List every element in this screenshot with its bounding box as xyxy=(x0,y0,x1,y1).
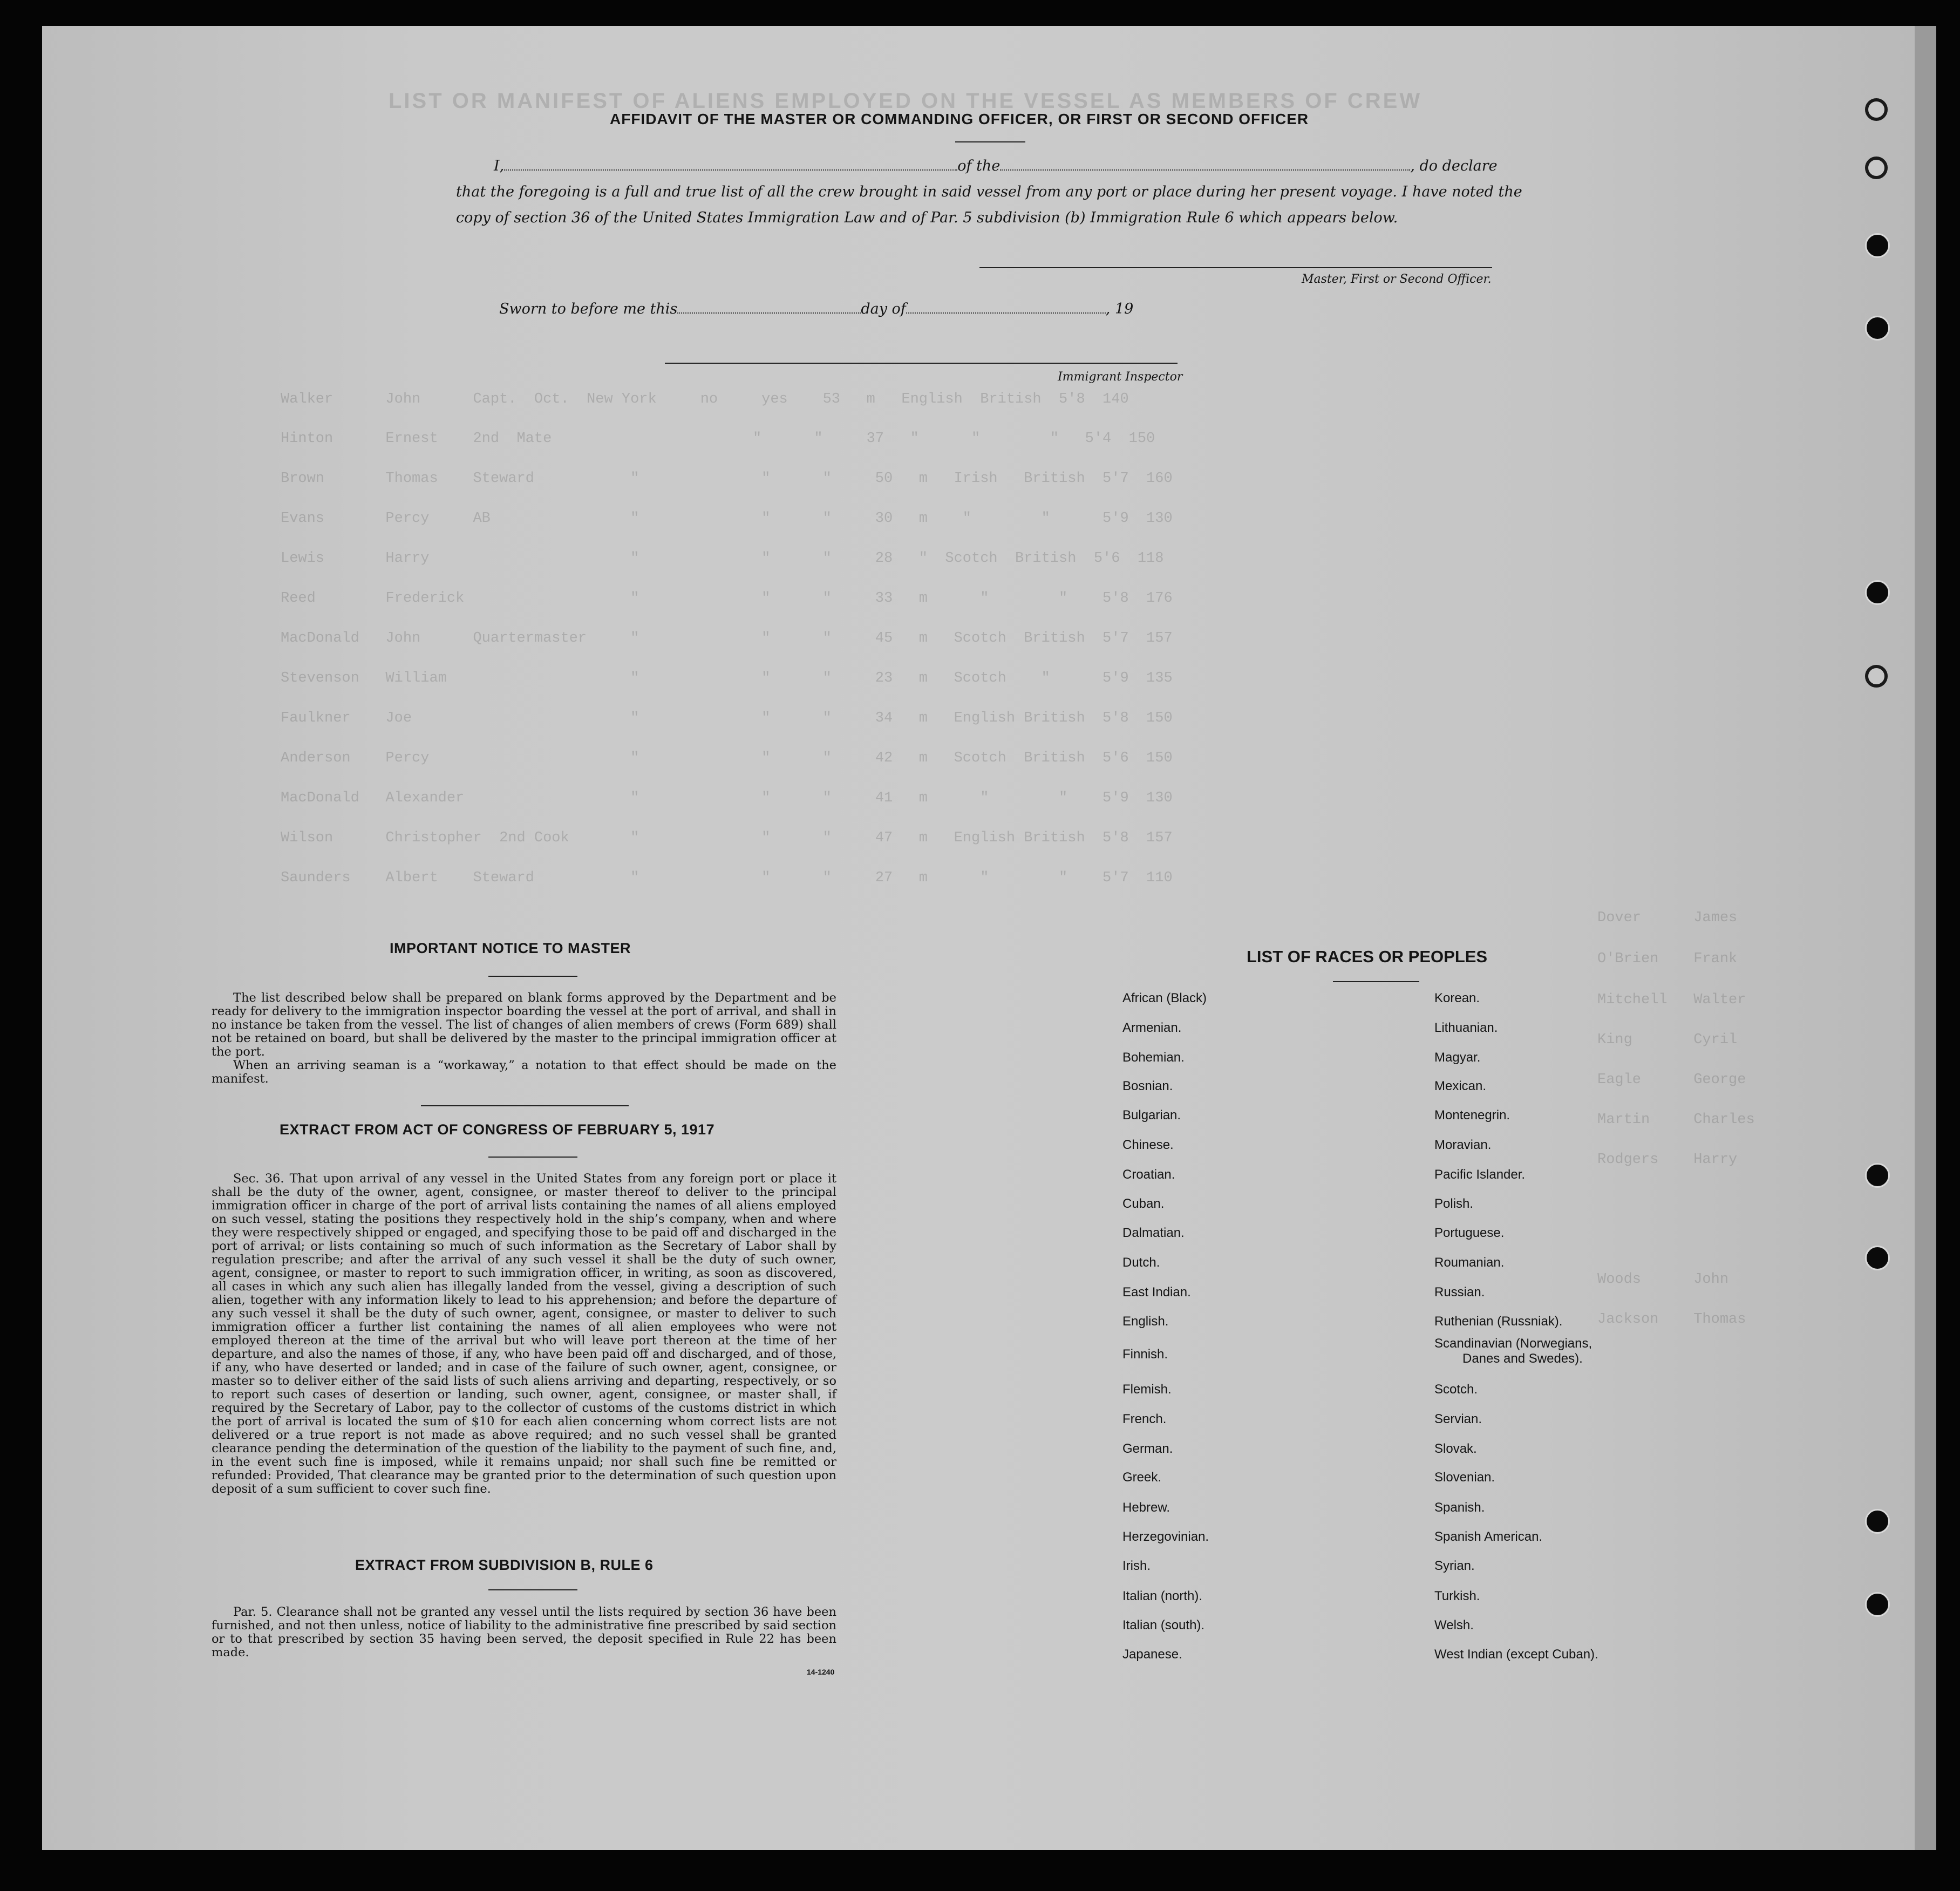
race-list-item: German. xyxy=(1122,1441,1173,1456)
form-number: 14-1240 xyxy=(807,1668,835,1676)
bleed-through-row: Lewis Harry " " " 28 " Scotch British 5'6 118 xyxy=(281,550,1164,567)
race-list-item: French. xyxy=(1122,1412,1167,1426)
affidavit-declaration-line xyxy=(494,158,1498,174)
race-list-item: Bulgarian. xyxy=(1122,1108,1181,1123)
race-list-item: Bohemian. xyxy=(1122,1050,1185,1065)
bleed-through-row: Martin Charles xyxy=(1597,1112,1755,1128)
race-list-item: Polish. xyxy=(1434,1196,1474,1211)
affidavit-statement-line: that the foregoing is a full and true list of all the crew brought in said vessel from any port or place during her present voyage. I have noted the xyxy=(456,183,1522,200)
race-list-item: Chinese. xyxy=(1122,1138,1174,1152)
race-list-item: Bosnian. xyxy=(1122,1079,1173,1093)
race-list-item: Flemish. xyxy=(1122,1382,1172,1397)
bleed-through-row: Jackson Thomas xyxy=(1597,1311,1746,1328)
notice-body xyxy=(212,991,836,1086)
rule-extract-body xyxy=(212,1606,836,1659)
divider xyxy=(488,1589,577,1590)
race-list-item: African (Black) xyxy=(1122,991,1207,1005)
race-list-item: Russian. xyxy=(1434,1285,1485,1300)
race-list-item: Pacific Islander. xyxy=(1434,1167,1526,1182)
race-list-item: Welsh. xyxy=(1434,1618,1474,1632)
inspector-label: Immigrant Inspector xyxy=(1058,370,1183,384)
bleed-through-header: LIST OR MANIFEST OF ALIENS EMPLOYED ON THE VESSEL AS MEMBERS OF CREW xyxy=(389,89,1423,113)
binder-hole xyxy=(1865,98,1888,121)
divider xyxy=(421,1105,629,1106)
vessel-name-field[interactable] xyxy=(1000,169,1410,171)
race-list-item: Japanese. xyxy=(1122,1647,1182,1662)
bleed-through-row: Wilson Christopher 2nd Cook " " " 47 m English British 5'8 157 xyxy=(281,830,1173,846)
bleed-through-row: Eagle George xyxy=(1597,1072,1746,1088)
of-the-label: of the xyxy=(957,158,1001,174)
bleed-through-row: Reed Frederick " " " 33 m " " 5'8 176 xyxy=(281,590,1173,607)
race-list-item: Hebrew. xyxy=(1122,1500,1170,1515)
rule-paragraph-5-text: Par. 5. Clearance shall not be granted any vessel until the lists required by section 36 have been furnished, and not then unless, notice of liability to the administrative fine prescribed by said section or to that prescribed by section 35 having been served, the deposit specified in Rule 22 has been made. xyxy=(212,1605,836,1659)
binder-hole xyxy=(1865,1246,1890,1270)
bleed-through-row: Rodgers Harry xyxy=(1597,1152,1738,1168)
sworn-prefix: Sworn to before me this xyxy=(499,301,678,317)
race-list-item: Croatian. xyxy=(1122,1167,1175,1182)
divider xyxy=(488,976,577,977)
bleed-through-row: Hinton Ernest 2nd Mate " " 37 " " " 5'4 150 xyxy=(281,431,1155,447)
sworn-month-field[interactable] xyxy=(906,312,1106,314)
races-title: LIST OF RACES OR PEOPLES xyxy=(1247,947,1488,966)
bleed-through-row: Dover James xyxy=(1597,910,1738,926)
race-list-item: Cuban. xyxy=(1122,1196,1165,1211)
race-list-item: Irish. xyxy=(1122,1559,1151,1573)
binder-hole xyxy=(1865,580,1890,605)
race-list-item: Slovak. xyxy=(1434,1441,1477,1456)
race-list-item: Portuguese. xyxy=(1434,1226,1505,1240)
race-list-item: Servian. xyxy=(1434,1412,1482,1426)
act-section-36-text: Sec. 36. That upon arrival of any vessel in the United States from any foreign port or place it shall be the duty of the owner, agent, consignee, or master thereof to deliver to the principal immigration officer in charge of the port of arrival lists containing the names of all aliens employed on such vessel, stating the positions they respectively hold in the ship’s company, when and where they were respectively shipped or engaged, and specifying those to be paid off and discharged in the port of arrival; or lists containing so much of such information as the Secretary of Labor shall by regulation prescribe; and after the arrival of any such vessel it shall be the duty of such owner, agent, consignee, or master to report to such immigration officer, in writing, as soon as discovered, all cases in which any such alien has illegally landed from the vessel, giving a description of such alien, together with any information likely to lead to his apprehension; and before the departure of any such vessel it shall be the duty of such owner, agent, consignee, or master to deliver to such immigration officer a further list containing the names of all alien employees who were not employed thereon at the time of the arrival but who will leave port thereon at the time of her departure, and also the names of those, if any, who have been paid off and discharged, and of those, if any, who have deserted or landed; and in case of the failure of such owner, agent, consignee, or master so to deliver either of the said lists of such aliens arriving and departing, respectively, or so to report such cases of desertion or landing, such owner, agent, consignee, or master shall, if required by the Secretary of Labor, pay to the collector of customs of the customs district in which the port of arrival is located the sum of $10 for each alien concerning whom correct lists are not delivered or a true report is not made as above required; and no such vessel shall be granted clearance pending the determination of the question of the liability to the payment of such fine, and, in the event such fine is imposed, while it remains unpaid; nor shall such fine be remitted or refunded: Provided, That clearance may be granted prior to the determination of such question upon deposit of a sum sufficient to cover such fine. xyxy=(212,1172,836,1496)
notice-paragraph: When an arriving seaman is a “workaway,” a notation to that effect should be made on the manifest. xyxy=(212,1058,836,1086)
race-list-item: Herzegovinian. xyxy=(1122,1529,1209,1544)
rule-extract-title: EXTRACT FROM SUBDIVISION B, RULE 6 xyxy=(355,1557,654,1573)
binder-hole xyxy=(1865,665,1888,688)
divider xyxy=(955,141,1025,142)
act-extract-body xyxy=(212,1172,836,1496)
act-extract-title: EXTRACT FROM ACT OF CONGRESS OF FEBRUARY 5, 1917 xyxy=(280,1121,715,1138)
signature-line[interactable] xyxy=(979,267,1492,268)
bleed-through-row: Brown Thomas Steward " " " 50 m Irish British 5'7 160 xyxy=(281,471,1173,487)
divider xyxy=(488,1157,577,1158)
binder-hole xyxy=(1865,157,1888,179)
bleed-through-row: Faulkner Joe " " " 34 m English British 5'8 150 xyxy=(281,710,1173,726)
race-list-item: Turkish. xyxy=(1434,1589,1480,1603)
race-list-item: Greek. xyxy=(1122,1470,1162,1485)
race-list-item: Montenegrin. xyxy=(1434,1108,1510,1123)
signature-label: Master, First or Second Officer. xyxy=(1302,273,1492,286)
race-list-item: West Indian (except Cuban). xyxy=(1434,1647,1598,1662)
notice-paragraph: The list described below shall be prepared on blank forms approved by the Department and be ready for delivery to the immigration inspector boarding the vessel at the port of arrival, and shall in no instance be taken from the vessel. The list of changes of alien members of crews (Form 689) shall not be retained on board, but shall be delivered by the master to the principal immigration officer at the port. xyxy=(212,991,836,1059)
declarant-name-field[interactable] xyxy=(504,169,957,171)
day-of-label: day of xyxy=(861,301,906,317)
bleed-through-row: MacDonald Alexander " " " 41 m " " 5'9 130 xyxy=(281,790,1173,806)
bleed-through-row: Stevenson William " " " 23 m Scotch " 5'9 135 xyxy=(281,670,1173,686)
binder-hole xyxy=(1865,1509,1890,1534)
bleed-through-row: Woods John xyxy=(1597,1271,1729,1288)
bleed-through-row: Saunders Albert Steward " " " 27 m " " 5'7 110 xyxy=(281,870,1173,886)
race-list-item: English. xyxy=(1122,1314,1169,1329)
inspector-signature-line[interactable] xyxy=(665,363,1178,364)
binder-hole xyxy=(1865,316,1890,341)
race-list-item: Slovenian. xyxy=(1434,1470,1495,1485)
race-list-item: Ruthenian (Russniak). xyxy=(1434,1314,1563,1329)
race-list-item: Magyar. xyxy=(1434,1050,1481,1065)
race-list-item: East Indian. xyxy=(1122,1285,1191,1300)
race-list-item: Lithuanian. xyxy=(1434,1021,1498,1035)
race-list-item: Spanish. xyxy=(1434,1500,1485,1515)
race-list-item: Italian (south). xyxy=(1122,1618,1205,1632)
declare-label: , do declare xyxy=(1410,158,1498,174)
race-list-item: Roumanian. xyxy=(1434,1255,1505,1270)
binder-hole xyxy=(1865,1163,1890,1188)
race-list-item: Spanish American. xyxy=(1434,1529,1543,1544)
race-list-item: Armenian. xyxy=(1122,1021,1182,1035)
race-list-item: Scandinavian (Norwegians, xyxy=(1434,1336,1592,1351)
notice-title: IMPORTANT NOTICE TO MASTER xyxy=(390,940,631,956)
sworn-day-field[interactable] xyxy=(677,312,861,314)
bleed-through-row: Walker John Capt. Oct. New York no yes 53 m English British 5'8 140 xyxy=(281,391,1129,407)
binder-hole xyxy=(1865,233,1890,258)
race-list-item: Dutch. xyxy=(1122,1255,1160,1270)
bleed-through-row: Mitchell Walter xyxy=(1597,992,1746,1008)
binder-hole xyxy=(1865,1592,1890,1617)
race-list-item: Scotch. xyxy=(1434,1382,1478,1397)
bleed-through-row: MacDonald John Quartermaster " " " 45 m Scotch British 5'7 157 xyxy=(281,630,1173,647)
race-list-item: Dalmatian. xyxy=(1122,1226,1185,1240)
document-sheet xyxy=(42,26,1915,1850)
bleed-through-row: O'Brien Frank xyxy=(1597,951,1738,967)
page-edge xyxy=(1915,26,1936,1850)
race-list-item: Italian (north). xyxy=(1122,1589,1203,1603)
race-list-item: Moravian. xyxy=(1434,1138,1492,1152)
divider xyxy=(1333,981,1419,982)
race-list-item: Finnish. xyxy=(1122,1347,1168,1362)
sworn-line xyxy=(499,301,1133,317)
race-list-item: Korean. xyxy=(1434,991,1480,1005)
race-list-item: Danes and Swedes). xyxy=(1462,1351,1583,1366)
affidavit-title: AFFIDAVIT OF THE MASTER OR COMMANDING OFFICER, OR FIRST OR SECOND OFFICER xyxy=(610,111,1309,127)
bleed-through-row: King Cyril xyxy=(1597,1032,1738,1048)
declarant-prefix: I, xyxy=(494,158,505,174)
bleed-through-row: Evans Percy AB " " " 30 m " " 5'9 130 xyxy=(281,511,1173,527)
year-label: , 19 xyxy=(1105,301,1134,317)
race-list-item: Syrian. xyxy=(1434,1559,1475,1573)
race-list-item: Mexican. xyxy=(1434,1079,1487,1093)
bleed-through-row: Anderson Percy " " " 42 m Scotch British 5'6 150 xyxy=(281,750,1173,766)
affidavit-statement-line: copy of section 36 of the United States Immigration Law and of Par. 5 subdivision (b) Immigration Rule 6 which appears below. xyxy=(456,209,1398,226)
